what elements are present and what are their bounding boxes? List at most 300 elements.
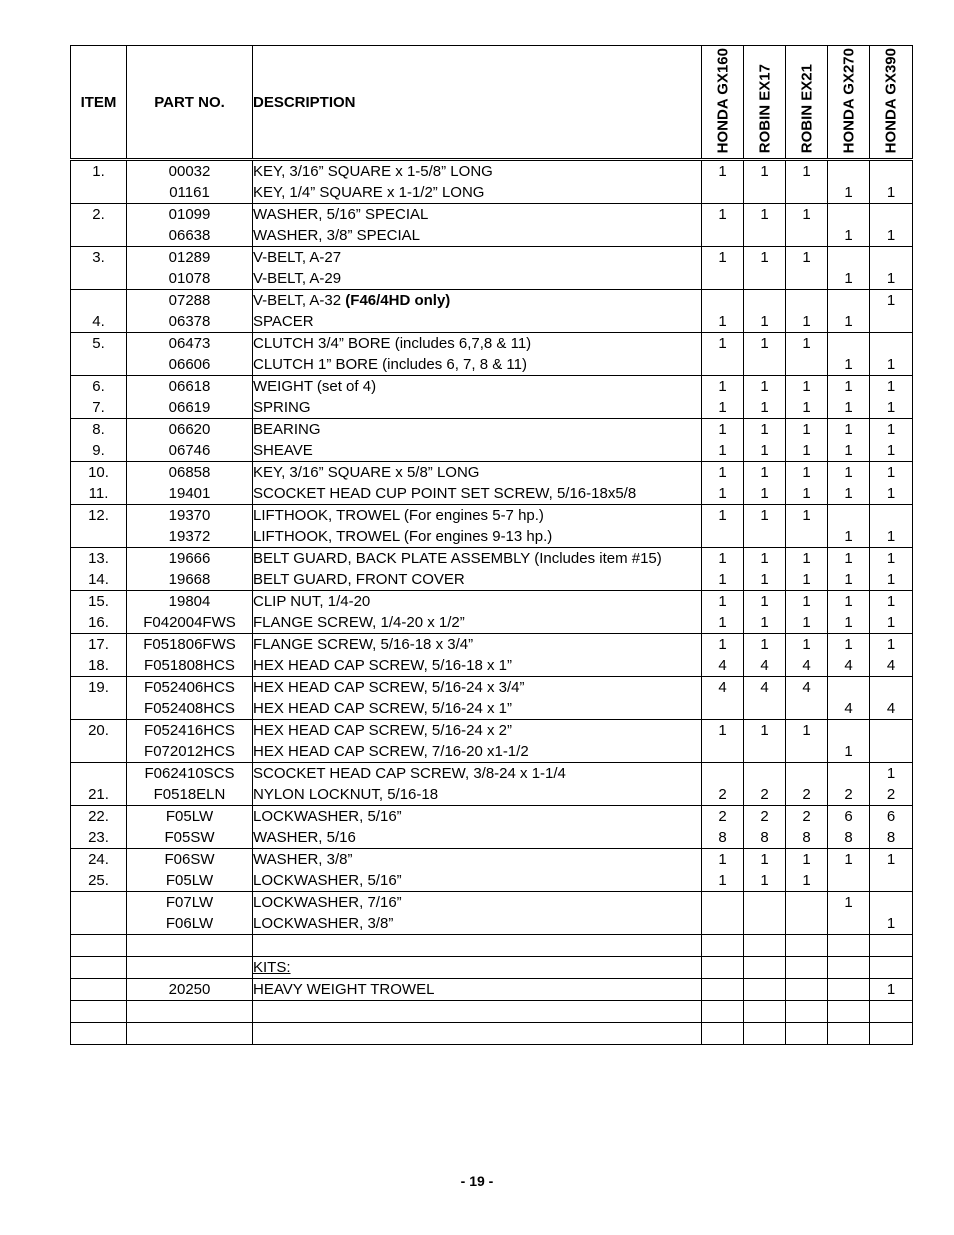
quantity-cell: 4 <box>702 677 744 699</box>
quantity-cell <box>828 247 870 269</box>
description-text: CLUTCH 3/4” BORE (includes 6,7,8 & 11) <box>253 335 532 352</box>
description-text: HEX HEAD CAP SCREW, 5/16-24 x 1” <box>253 700 512 717</box>
empty-cell <box>870 1001 913 1023</box>
quantity-cell: 1 <box>828 397 870 419</box>
part-number-cell: 06618 <box>127 376 253 398</box>
quantity-cell: 1 <box>744 247 786 269</box>
quantity-cell: 1 <box>870 354 913 376</box>
quantity-cell: 1 <box>744 204 786 226</box>
description-text: WASHER, 5/16 <box>253 829 356 846</box>
quantity-cell <box>828 160 870 183</box>
quantity-cell: 2 <box>702 784 744 806</box>
quantity-cell <box>702 698 744 720</box>
table-row <box>71 182 913 204</box>
description-text: KEY, 3/16” SQUARE x 5/8” LONG <box>253 464 480 481</box>
description-cell <box>253 160 702 183</box>
quantity-cell <box>870 204 913 226</box>
part-number-cell: F051808HCS <box>127 655 253 677</box>
quantity-cell <box>702 763 744 785</box>
quantity-cell: 1 <box>744 569 786 591</box>
description-cell <box>253 397 702 419</box>
quantity-cell: 4 <box>744 655 786 677</box>
description-text: V-BELT, A-29 <box>253 270 342 287</box>
quantity-cell: 2 <box>786 806 828 828</box>
quantity-cell <box>702 354 744 376</box>
item-number-cell <box>71 354 127 376</box>
part-number-cell: 19666 <box>127 548 253 570</box>
quantity-cell: 1 <box>702 849 744 871</box>
model-label: ROBIN EX17 <box>756 63 773 153</box>
empty-cell <box>786 1001 828 1023</box>
description-text: HEX HEAD CAP SCREW, 5/16-18 x 1” <box>253 657 512 674</box>
quantity-cell: 1 <box>744 548 786 570</box>
quantity-cell: 1 <box>702 419 744 441</box>
quantity-cell: 1 <box>870 462 913 484</box>
empty-cell <box>71 935 127 957</box>
table-row <box>71 913 913 935</box>
quantity-cell: 1 <box>828 526 870 548</box>
quantity-cell <box>828 333 870 355</box>
quantity-cell: 1 <box>702 483 744 505</box>
quantity-cell <box>870 333 913 355</box>
table-row <box>71 204 913 226</box>
quantity-cell: 1 <box>786 483 828 505</box>
item-number-cell: 22. <box>71 806 127 828</box>
item-number-cell: 3. <box>71 247 127 269</box>
part-number-cell: 19372 <box>127 526 253 548</box>
description-cell <box>253 784 702 806</box>
quantity-cell <box>702 741 744 763</box>
description-cell <box>253 204 702 226</box>
table-row <box>71 591 913 613</box>
description-text: BEARING <box>253 421 321 438</box>
item-number-cell: 8. <box>71 419 127 441</box>
quantity-cell <box>702 225 744 247</box>
quantity-cell: 1 <box>870 849 913 871</box>
description-cell <box>253 612 702 634</box>
description-text: LIFTHOOK, TROWEL (For engines 9-13 hp.) <box>253 528 553 545</box>
item-number-cell <box>71 526 127 548</box>
part-number-cell: 06858 <box>127 462 253 484</box>
quantity-cell: 1 <box>828 741 870 763</box>
item-number-cell: 16. <box>71 612 127 634</box>
quantity-cell: 1 <box>702 333 744 355</box>
table-row <box>71 935 913 957</box>
description-text: FLANGE SCREW, 1/4-20 x 1/2” <box>253 614 465 631</box>
quantity-cell: 1 <box>702 397 744 419</box>
quantity-cell <box>828 870 870 892</box>
item-number-cell: 7. <box>71 397 127 419</box>
quantity-cell: 6 <box>828 806 870 828</box>
quantity-cell <box>786 741 828 763</box>
description-cell <box>253 419 702 441</box>
empty-cell <box>127 935 253 957</box>
quantity-cell: 1 <box>744 870 786 892</box>
quantity-cell: 1 <box>702 247 744 269</box>
item-number-cell <box>71 892 127 914</box>
quantity-cell <box>744 979 786 1001</box>
description-text: WEIGHT (set of 4) <box>253 378 377 395</box>
table-row <box>71 397 913 419</box>
table-row <box>71 569 913 591</box>
part-number-column-header: PART NO. <box>127 46 253 160</box>
quantity-cell <box>828 290 870 312</box>
kit-row <box>71 979 913 1001</box>
quantity-cell: 4 <box>870 698 913 720</box>
quantity-cell: 1 <box>870 182 913 204</box>
part-number-cell: 19370 <box>127 505 253 527</box>
table-row <box>71 526 913 548</box>
item-number-cell: 2. <box>71 204 127 226</box>
description-cell <box>253 634 702 656</box>
item-number-cell: 23. <box>71 827 127 849</box>
item-number-cell: 9. <box>71 440 127 462</box>
table-row <box>71 290 913 312</box>
description-cell <box>253 483 702 505</box>
description-text: BELT GUARD, BACK PLATE ASSEMBLY (Includes item #15) <box>253 550 662 567</box>
part-number-cell: F042004FWS <box>127 612 253 634</box>
description-cell <box>253 354 702 376</box>
part-number-cell: F06LW <box>127 913 253 935</box>
description-text: NYLON LOCKNUT, 5/16-18 <box>253 786 439 803</box>
quantity-cell: 1 <box>702 569 744 591</box>
quantity-cell: 1 <box>702 311 744 333</box>
quantity-cell <box>786 268 828 290</box>
empty-cell <box>702 957 744 979</box>
quantity-cell: 1 <box>744 311 786 333</box>
quantity-cell: 1 <box>786 440 828 462</box>
table-row <box>71 677 913 699</box>
quantity-cell: 1 <box>786 849 828 871</box>
part-number-cell: F07LW <box>127 892 253 914</box>
quantity-cell: 1 <box>744 634 786 656</box>
quantity-cell: 4 <box>702 655 744 677</box>
quantity-cell <box>786 892 828 914</box>
item-number-cell <box>71 698 127 720</box>
description-cell <box>253 720 702 742</box>
description-text: SCOCKET HEAD CUP POINT SET SCREW, 5/16-18x5/8 <box>253 485 637 502</box>
item-number-cell: 14. <box>71 569 127 591</box>
quantity-cell <box>702 182 744 204</box>
quantity-cell: 1 <box>702 634 744 656</box>
item-number-cell: 19. <box>71 677 127 699</box>
quantity-cell: 1 <box>828 440 870 462</box>
quantity-cell: 1 <box>870 979 913 1001</box>
part-number-cell: 06473 <box>127 333 253 355</box>
quantity-cell <box>786 979 828 1001</box>
quantity-cell: 1 <box>744 591 786 613</box>
quantity-cell <box>870 741 913 763</box>
quantity-cell: 8 <box>702 827 744 849</box>
quantity-cell: 1 <box>870 268 913 290</box>
quantity-cell: 1 <box>786 870 828 892</box>
quantity-cell: 1 <box>828 225 870 247</box>
quantity-cell: 1 <box>870 569 913 591</box>
item-number-cell: 6. <box>71 376 127 398</box>
description-text: LOCKWASHER, 3/8” <box>253 915 394 932</box>
item-number-cell <box>71 741 127 763</box>
quantity-cell <box>702 268 744 290</box>
quantity-cell <box>828 204 870 226</box>
description-cell <box>253 655 702 677</box>
quantity-cell: 1 <box>786 397 828 419</box>
part-number-cell: F052416HCS <box>127 720 253 742</box>
description-cell: HEAVY WEIGHT TROWEL <box>253 979 702 1001</box>
quantity-cell: 1 <box>702 870 744 892</box>
description-text: KEY, 3/16” SQUARE x 1-5/8” LONG <box>253 163 493 180</box>
item-number-cell <box>71 763 127 785</box>
part-number-cell: 19401 <box>127 483 253 505</box>
quantity-cell <box>744 698 786 720</box>
model-column-header-honda-gx270 <box>828 46 870 160</box>
quantity-cell: 1 <box>786 505 828 527</box>
empty-cell <box>828 1023 870 1045</box>
item-number-cell <box>71 225 127 247</box>
item-number-cell <box>71 979 127 1001</box>
description-text: HEX HEAD CAP SCREW, 5/16-24 x 3/4” <box>253 679 525 696</box>
quantity-cell: 1 <box>744 720 786 742</box>
quantity-cell: 6 <box>870 806 913 828</box>
item-number-cell <box>71 182 127 204</box>
description-cell <box>253 311 702 333</box>
description-note: (F46/4HD only) <box>345 292 451 309</box>
description-cell <box>253 763 702 785</box>
description-column-header: DESCRIPTION <box>253 46 702 160</box>
table-row <box>71 763 913 785</box>
quantity-cell: 1 <box>744 440 786 462</box>
quantity-cell: 2 <box>828 784 870 806</box>
description-text: V-BELT, A-32 <box>253 292 346 309</box>
table-row <box>71 720 913 742</box>
empty-cell <box>828 1001 870 1023</box>
quantity-cell <box>702 979 744 1001</box>
quantity-cell <box>744 763 786 785</box>
quantity-cell <box>744 913 786 935</box>
quantity-cell: 1 <box>870 591 913 613</box>
table-row <box>71 1023 913 1045</box>
part-number-cell: F052408HCS <box>127 698 253 720</box>
part-number-cell: F062410SCS <box>127 763 253 785</box>
quantity-cell: 1 <box>828 849 870 871</box>
item-column-header: ITEM <box>71 46 127 160</box>
quantity-cell: 1 <box>702 720 744 742</box>
quantity-cell: 1 <box>744 612 786 634</box>
part-number-cell: 07288 <box>127 290 253 312</box>
quantity-cell <box>828 763 870 785</box>
quantity-cell: 2 <box>744 784 786 806</box>
part-number-cell: 06638 <box>127 225 253 247</box>
description-cell <box>253 247 702 269</box>
quantity-cell: 1 <box>828 268 870 290</box>
quantity-cell <box>786 763 828 785</box>
quantity-cell: 2 <box>786 784 828 806</box>
empty-cell <box>870 957 913 979</box>
description-cell <box>253 870 702 892</box>
table-row <box>71 419 913 441</box>
table-row <box>71 634 913 656</box>
quantity-cell: 1 <box>870 440 913 462</box>
quantity-cell: 1 <box>828 483 870 505</box>
description-cell <box>253 505 702 527</box>
table-row <box>71 160 913 183</box>
quantity-cell <box>828 677 870 699</box>
quantity-cell <box>828 913 870 935</box>
quantity-cell: 1 <box>744 333 786 355</box>
table-row <box>71 354 913 376</box>
quantity-cell: 1 <box>870 548 913 570</box>
quantity-cell: 1 <box>870 526 913 548</box>
quantity-cell: 1 <box>744 376 786 398</box>
description-cell <box>253 526 702 548</box>
empty-cell <box>744 1023 786 1045</box>
empty-cell <box>71 957 127 979</box>
description-text: LIFTHOOK, TROWEL (For engines 5-7 hp.) <box>253 507 544 524</box>
quantity-cell: 1 <box>744 462 786 484</box>
quantity-cell <box>786 225 828 247</box>
part-number-cell: F05SW <box>127 827 253 849</box>
part-number-cell: 01161 <box>127 182 253 204</box>
table-row <box>71 784 913 806</box>
quantity-cell <box>870 311 913 333</box>
quantity-cell: 4 <box>828 655 870 677</box>
quantity-cell: 1 <box>828 462 870 484</box>
empty-cell <box>253 1001 702 1023</box>
table-row <box>71 225 913 247</box>
description-text: SPRING <box>253 399 311 416</box>
description-cell <box>253 569 702 591</box>
empty-cell <box>71 1001 127 1023</box>
model-column-header-robin-ex17 <box>744 46 786 160</box>
quantity-cell: 4 <box>786 677 828 699</box>
description-cell <box>253 376 702 398</box>
kits-heading: KITS: <box>253 959 291 976</box>
model-label: HONDA GX390 <box>882 47 900 153</box>
quantity-cell: 1 <box>786 634 828 656</box>
empty-cell <box>253 1023 702 1045</box>
part-number-cell: F06SW <box>127 849 253 871</box>
quantity-cell: 1 <box>744 849 786 871</box>
table-row <box>71 870 913 892</box>
quantity-cell <box>828 720 870 742</box>
quantity-cell: 1 <box>828 311 870 333</box>
parts-table <box>70 45 913 1045</box>
empty-cell <box>702 935 744 957</box>
description-cell <box>253 591 702 613</box>
empty-cell <box>786 935 828 957</box>
kits-heading-row <box>71 957 913 979</box>
empty-cell <box>786 957 828 979</box>
quantity-cell: 1 <box>828 634 870 656</box>
part-number-cell: F0518ELN <box>127 784 253 806</box>
description-cell <box>253 806 702 828</box>
quantity-cell <box>702 526 744 548</box>
description-cell <box>253 225 702 247</box>
table-row <box>71 462 913 484</box>
description-text: SCOCKET HEAD CAP SCREW, 3/8-24 x 1-1/4 <box>253 765 566 782</box>
table-row <box>71 892 913 914</box>
quantity-cell <box>870 247 913 269</box>
quantity-cell <box>870 505 913 527</box>
part-number-cell: F052406HCS <box>127 677 253 699</box>
quantity-cell <box>744 741 786 763</box>
part-number-cell: 01078 <box>127 268 253 290</box>
description-cell <box>253 827 702 849</box>
item-number-cell: 24. <box>71 849 127 871</box>
empty-cell <box>870 935 913 957</box>
part-number-cell: F051806FWS <box>127 634 253 656</box>
description-cell <box>253 677 702 699</box>
model-column-header-honda-gx160 <box>702 46 744 160</box>
item-number-cell: 11. <box>71 483 127 505</box>
quantity-cell: 1 <box>744 397 786 419</box>
quantity-cell: 1 <box>702 376 744 398</box>
quantity-cell: 1 <box>870 612 913 634</box>
quantity-cell: 1 <box>786 720 828 742</box>
quantity-cell: 1 <box>702 160 744 183</box>
quantity-cell: 1 <box>786 247 828 269</box>
quantity-cell <box>786 354 828 376</box>
quantity-cell: 1 <box>702 591 744 613</box>
item-number-cell: 1. <box>71 160 127 183</box>
quantity-cell: 1 <box>870 225 913 247</box>
quantity-cell <box>786 290 828 312</box>
description-text: V-BELT, A-27 <box>253 249 342 266</box>
empty-cell <box>744 935 786 957</box>
quantity-cell: 4 <box>828 698 870 720</box>
description-text: FLANGE SCREW, 5/16-18 x 3/4” <box>253 636 474 653</box>
quantity-cell: 1 <box>702 440 744 462</box>
quantity-cell: 1 <box>870 634 913 656</box>
description-text: LOCKWASHER, 5/16” <box>253 872 402 889</box>
quantity-cell <box>702 913 744 935</box>
description-text: LOCKWASHER, 5/16” <box>253 808 402 825</box>
part-number-cell: 06606 <box>127 354 253 376</box>
description-text: HEX HEAD CAP SCREW, 5/16-24 x 2” <box>253 722 512 739</box>
part-number-cell: F05LW <box>127 870 253 892</box>
table-row <box>71 311 913 333</box>
description-text: CLIP NUT, 1/4-20 <box>253 593 371 610</box>
quantity-cell: 1 <box>786 311 828 333</box>
item-number-cell: 13. <box>71 548 127 570</box>
quantity-cell <box>870 870 913 892</box>
part-number-cell: F05LW <box>127 806 253 828</box>
description-cell <box>253 440 702 462</box>
empty-cell <box>786 1023 828 1045</box>
quantity-cell: 2 <box>744 806 786 828</box>
empty-cell <box>702 1001 744 1023</box>
quantity-cell: 1 <box>828 612 870 634</box>
item-number-cell: 12. <box>71 505 127 527</box>
quantity-cell <box>744 225 786 247</box>
description-text: CLUTCH 1” BORE (includes 6, 7, 8 & 11) <box>253 356 527 373</box>
empty-cell <box>744 1001 786 1023</box>
empty-cell <box>127 1001 253 1023</box>
item-number-cell: 10. <box>71 462 127 484</box>
quantity-cell: 1 <box>870 397 913 419</box>
quantity-cell: 1 <box>702 204 744 226</box>
quantity-cell: 8 <box>828 827 870 849</box>
table-row <box>71 849 913 871</box>
quantity-cell <box>870 720 913 742</box>
quantity-cell: 8 <box>744 827 786 849</box>
quantity-cell: 1 <box>702 462 744 484</box>
quantity-cell <box>744 268 786 290</box>
item-number-cell: 21. <box>71 784 127 806</box>
quantity-cell <box>744 290 786 312</box>
table-row <box>71 483 913 505</box>
quantity-cell: 1 <box>870 290 913 312</box>
quantity-cell <box>786 182 828 204</box>
